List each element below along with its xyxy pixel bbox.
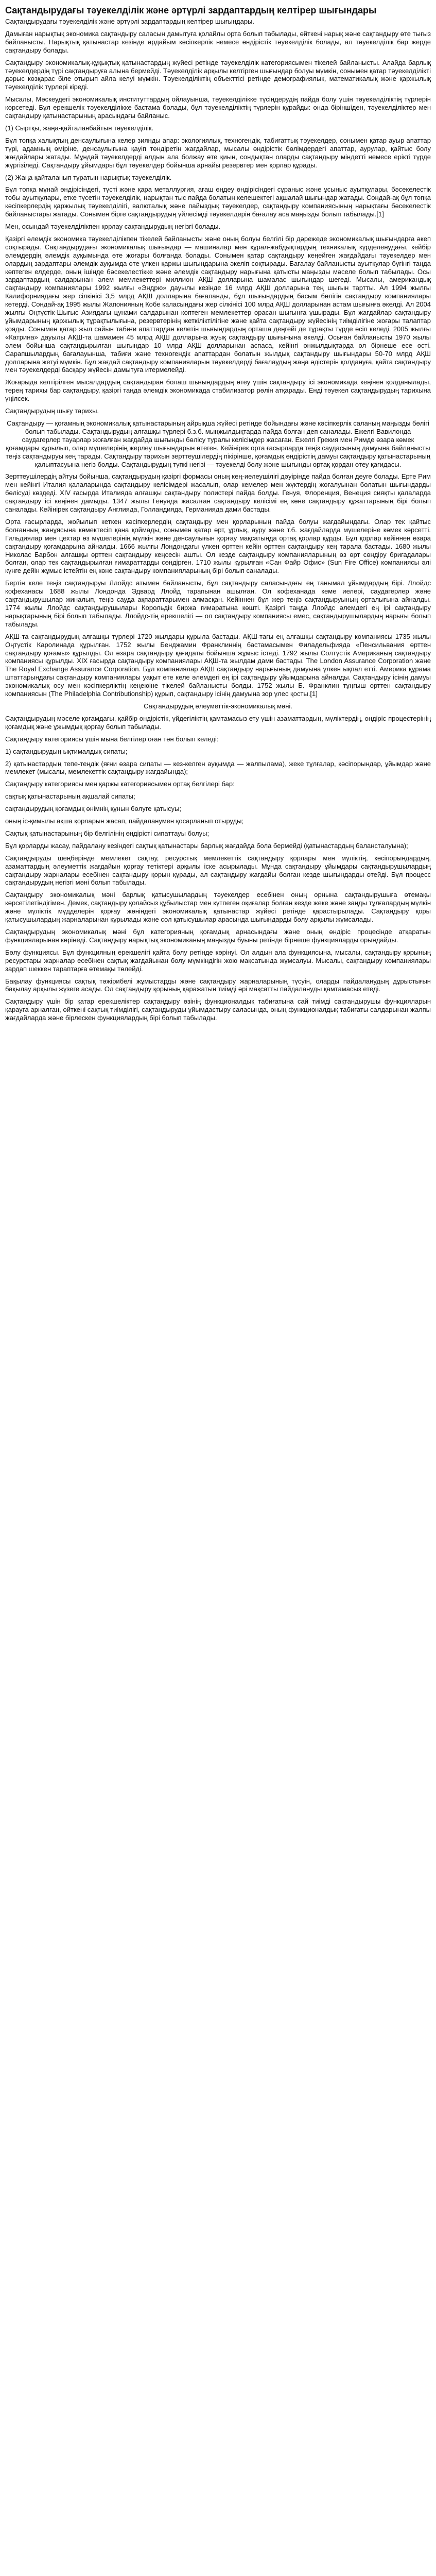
paragraph: Мысалы, Мәскеудегі экономикалық институттардың ойлауынша, тәуекелділікке түсіндерудің пайда болу үшін тәуекелділіктің түрлерін көрсетеді. Бұл ерекшелік тәуекелділікке бастама болады, бұл тәуекелділіктің түрлерін құрайды: онда біріншіден, тәуекелділіктер мен сақтандыру қатынастарының арасындағы байланыс. (5, 95, 431, 120)
paragraph: Сақтандырудағы тәуекелділік және әртүрлі зардаптардың келтірер шығындары. (5, 18, 255, 25)
paragraph: Бөлу функциясы. Бұл функцияның ерекшелігі қайта бөлу ретінде көрінуі. Ол алдын ала функциясына, мысалы, сақтандыру қорының ресурстары жарналар есебінен сақтық жағдайынан болу мүмкіндігін жою мақсатында жұмсалуы. Мысалы, сақтандыру компаниялары зардап шеккен тараптарға өтемақы төлейді. (5, 948, 431, 973)
paragraph: Бұл қорларды жасау, пайдалану кезіндегі сақтық қатынастары барлық жағдайда бола бермейді (қатынастардың балансталуына); (5, 841, 408, 850)
paragraph: Сақтандыру — қоғамның экономикалық қатынастарының айрықша жүйесі ретінде бойындағы және кәсіпкерлік саланың маңызды бөлігі болып табылады. Сақтандырудың алғашқы түрлері б.з.б. мыңжылдықтарда пайда болған деп саналады. Ежелгі Вавилонда саудагерлер тауарлар жоғалған жағдайда шығынды бөлісу туралы келісімдер жасаған. Ежелгі Грекия мен Римде өзара көмек қоғамдары құрылып, олар мүшелерінің жерлеу шығындарын өтеген. Кейінірек орта ғасырларда теңіз саудасының дамуына байланысты теңіз сақтандыруы кең тарады. Сақтандыру тарихын зерттеушілердің пікірінше, қоғамдық өндірістің дамуы сақтандыру қатынастарының қалыптасуына негіз болды. Сақтандырудың түпкі негізі — тәуекелді бөлу және шығынды ортақ қордан өтеу қағидасы. (5, 419, 431, 468)
paragraph: оның іс-қимылы ақша қорларын жасап, пайдаланумен қосарланып отыруды; (5, 817, 244, 825)
paragraph: Зерттеушілердің айтуы бойынша, сақтандырудың қазіргі формасы оның кең-иелеушілігі дәуірінде пайда болған деуге болады. Ерте Рим мен кейінгі Италия қалаларында сақтандыру келісімдері жасалып, олар кемелер мен жүктердің жоғалуынан болатын шығындарды бөлісуді көздеді. XIV ғасырда Италияда алғашқы сақтандыру полистері пайда болды. Генуя, Флоренция, Венеция сияқты қалаларда сақтандыру ісі кеңінен дамыды. 1347 жылы Генуяда жасалған сақтандыру келісімі ең көне сақтандыру құжаттарының бірі болып саналады. Кейінірек сақтандыру Англияда, Голландияда, Германияда дами бастады. (5, 472, 431, 514)
paragraph: Сақтандыру категориясы үшін мына белгілер оған тән болып келеді: (5, 735, 219, 743)
paragraph: Орта ғасырларда, жойылып кеткен кәсіпкерлердің сақтандыру мен қорларының пайда болуы жағдайындағы. Олар тек қайтыс болғанның жанұясына көмектесіп қана қоймады, сонымен қатар өрт, ұрлық, ауру және т.б. жағдайларда мүшелеріне көмек көрсетті. Гильдиялар мен цехтар өз мүшелерінің мүлкін және денсаулығын қорғау мақсатында ортақ қорлар құрды. Бұл қорлар кейіннен өзара сақтандыру қоғамдарына айналды. 1666 жылғы Лондондағы үлкен өрттен кейін өрттен сақтандыру кең тарала бастады. 1680 жылы Николас Барбон алғашқы өрттен сақтандыру кеңсесін ашты. Ол кезде сақтандыру компанияларының өз өрт сөндіру бригадалары болған, олар тек сақтандырылған ғимараттарды сөндірген. 1710 жылы құрылған «Сан Файр Офис» (Sun Fire Office) компаниясы әлі күнге дейін жұмыс істейтін ең көне сақтандыру компанияларының бірі болып саналады. (5, 517, 431, 575)
paragraph: Жоғарыда келтірілген мысалдардың сақтандыран болаш шығындардың өтеу үшін сақтандыру ісі экономикада кеңінен қолданылады, терең тарихы бар сақтандыру, қазіргі таңда әлемдік экономикада стабилизатор рөлін атқарады. Енді тәуекел сақтандырудың тарихына үңілсек. (5, 378, 431, 403)
paragraph: Бұл топқа мұнай өндірісіндегі, түсті және қара металлургия, ағаш өңдеу өндірісіндегі сұраныс және ұсыныс ауытқулары, бәсекелестік тобы ауытқулары, етке түсетін тәуекелділік, нарықтан тыс пайда болатын келешектегі ақшалай шығындар жатады. Сондай-ақ бұл топқа кәсіпкерлердің қаржылық тәуекелділігі, валюталық және пайыздық тәуекелдер, сақтандыру компаниясының нарықтағы бәсекелестік байланыстары жатады. Сонымен бірге сақтандырудың үйлесімді тәуекелдерін бағалау аса маңызды болып табылады.[1] (5, 185, 431, 218)
paragraph: АҚШ-та сақтандырудың алғашқы түрлері 1720 жылдары құрыла бастады. АҚШ-тағы ең алғашқы сақтандыру компаниясы 1735 жылы Оңтүстік Каролинада құрылған. 1752 жылы Бенджамин Франклиннің бастамасымен Филадельфияда «Пенсильвания өрттен сақтандыру қоғамы» құрылды. Ол өзара сақтандыру қағидаты бойынша жұмыс істеді. 1792 жылы Солтүстік Американың сақтандыру компаниясы құрылды. XIX ғасырда сақтандыру компаниялары АҚШ-та жылдам дами бастады. The London Assurance Corporation және The Royal Exchange Assurance Corporation. Бұл компаниялар АҚШ сақтандыру нарығының дамуына үлкен ықпал етті. Америка құрама штаттарындағы сақтандыру компаниялары уақыт өте келе әлемдегі ең ірі сақтандыру ұйымдарына айналды. Сақтандыру ісінің дамуы экономикалық өсу мен кәсіпкерліктің кеңеюіне тікелей байланысты болды. 1752 жылы Б. Франклин тұңғыш өрттен сақтандыру компаниясын (The Philadelphia Contributionship) құрып, сақтандыру ісінің дамуына зор үлес қосты.[1] (5, 632, 431, 698)
paragraph: Сақтандырудың әлеуметтік-экономикалық мәні. (144, 702, 292, 710)
article (0, 0, 436, 1037)
paragraph: Сақтандыруды шеңберінде мемлекет сақтау, ресурстық мемлекеттік сақтандыру қорлары мен мүліктің, кәсіпорындардың, азаматтардың әлеуметтік жағдайын қорғау тетіктері арқылы іске асырылады. Мұнда сақтандыру ұйымдары сақтандырушылардың сақтандыру жарналары есебінен сақтандыру қорын құрады, ал сақтандыру жағдайы болған кезде шығындарды өтейді. Бұл процесс сақтандырудың негізгі мәні болып табылады. (5, 854, 431, 887)
paragraph: Дамыған нарықтық экономика сақтандыру саласын дамытуға қолайлы орта болып табылады, өйткені нарық және сақтандыру өте тығыз байланысты. Нарықтық қатынастар кезінде әрдайым кәсіпкерлік немесе өндірістік тәуекелділік болады, ал тәуекелділік бар жерде сақтандыру болады. (5, 29, 431, 54)
paragraph: Бұл топқа халықтың денсаулығына келер зиянды апар: экологиялық, техногендік, табиғаттық тәуекелдер, сонымен қатар ауыр апаттар түрі, адамның өміріне, денсаулығына қауіп төндіретін жағдайлар, мысалы өндірістік бөлімдердегі апаттар, аурулар, қайтыс болу жағдайлары жатады. Мұндай тәуекелдерді алдын ала болжау өте қиын, сондықтан оларды сақтандыру міндетті немесе ерікті түрде жүргізіледі. Сақтандыру ұйымдары бұл тәуекелдер бойынша арнайы резервтер мен қорлар құрады. (5, 136, 431, 169)
paragraph: Сақтандыру үшін бір қатар ерекшеліктер сақтандыру өзінің функционалдық табиғатына сай тиімді сақтандырушы функцияларын қарауға арналған, өйткені сақтық тиімділігі, сақтандыруды ұйымдастыру саласында, оның функционалдық табиғаты салдарынан жалпы жағдайларда және бірлескен функциялардың бірі болып табылады. (5, 997, 431, 1022)
paragraph: Сақтық қатынастарының бір белгілінің өндірісті сипаттауы болуы; (5, 829, 210, 837)
paragraph: (2) Жаңа қайталанып тұратын нарықтық тәуекелділік. (5, 173, 172, 181)
paragraph: Сақтандырудың мәселе қоғамдағы, қайбір өндірістік, үйдегіліктің қамтамасыз ету үшін азаматтардың, мүліктердің, өндіріс процестерінің қоғамдық және ұжымдық қорғау болып табылады. (5, 714, 431, 731)
paragraph: (1) Сыртқы, жаңа-қайталанбайтын тәуекелділік. (5, 124, 154, 132)
article-title: Сақтандырудағы тәуекелділік және әртүрлі зардаптардың келтірер шығындары (5, 5, 377, 15)
paragraph: Сақтандырудың шығу тарихы. (5, 407, 99, 415)
paragraph: 1) сақтандырудың ықтималдық сипаты; (5, 747, 128, 755)
paragraph: Мен, осындай тәуекелділікпен қорлау сақтандырудың негізгі болады. (5, 223, 221, 231)
paragraph: Қазіргі әлемдік экономика тәуекелділікпен тікелей байланысты және оның болуы белгілі бір дәрежеде экономикалық шығындарға әкеп соқтырады. Сақтандырудағы экономикалық шығындар — машиналар мен құрал-жабдықтардың техникалық күрделенудағы, кейбір әлемдердің әлемдік ауқымында өте жоғары болғанда болады. Сонымен қатар сақтандыру кеңейген жағдайдағы тәуекелдер мен олардың зардаптары әлемдік ауқымда өте үлкен қаржы шығындарына әкеліп соқтырады. Бағалау байланысты ауытқулар бүгінгі таңда көптеген елдерде, оның ішінде бәсекелестікке және әлемдік сақтандыру нарығына қатысты маңызды мәселе болып табылады. Осы зардаптардың салдарынан әлем мемлекеттері миллион АҚШ долларына шамалас шығындар шегеді. Мысалы, американдық сақтандыру компаниялары 1992 жылғы «Эндрю» дауылы кезінде 16 млрд АҚШ долларына тең шығын тартты. Ал 1994 жылғы Калифорниядағы жер сілкінісі 3,5 млрд АҚШ долларына бағаланды, бұл шығындардың басым бөлігін сақтандыру компаниялары көтерді. Сондай-ақ 1995 жылы Жапонияның Кобе қаласындағы жер сілкінісі 100 млрд АҚШ долларынан астам шығынға әкелді. Ал 2004 жылғы Оңтүстік-Шығыс Азиядағы цунами салдарынан көптеген мемлекеттер орасан шығынға ұшырады. Бұл жағдайлар сақтандыру ұйымдарының қаржылық тұрақтылығына, резервтерінің жеткіліктілігіне және қайта сақтандыру жүйесінің тиімділігіне жоғары талаптар қояды. Сонымен қатар жыл сайын табиғи апаттардан келетін шығындардың орташа деңгейі де тұрақты түрде өсіп келеді. 2005 жылғы «Катрина» дауылы АҚШ-та шамамен 45 млрд АҚШ долларына жуық сақтандыру шығынына әкелді. Осыған байланысты 1970 жылы әлем бойынша сақтандырылған шығындар 10 млрд АҚШ долларынан аспаса, кейінгі онжылдықтарда ол бірнеше есе өсті. Сарапшылардың бағалауынша, табиғи және техногендік апаттардан болатын жылдық сақтандыру шығындары 50-70 млрд АҚШ долларына жетуі мүмкін. Бұл жағдай сақтандыру компанияларын тәуекелдерді бағалаудың жаңа әдістерін қолдануға, қайта сақтандыру мен тәуекелдерді басқару жүйесін дамытуға итермелейді. (5, 234, 431, 374)
paragraph: Сақтандыру категориясы мен қаржы категориясымен ортақ белгілері бар: (5, 780, 235, 788)
paragraph: Бертін келе теңіз сақтандыруы Ллойдс атымен байланысты, бұл сақтандыру саласындағы ең танымал ұйымдардың бірі. Ллойдс кофеханасы 1688 жылы Лондонда Эдвард Ллойд тарапынан ашылған. Ол кофеханада кеме иелері, саудагерлер және сақтандырушылар жиналып, теңіз сауда ақпараттарымен алмасқан. Кейіннен бұл жер теңіз сақтандыруының орталығына айналды. 1774 жылы Ллойдс сақтандырушылары Корольдік биржа ғимаратына көшті. Қазіргі таңда Ллойдс әлемдегі ең ірі сақтандыру нарықтарының бірі болып табылады. Ллойдс-тің ерекшелігі — ол сақтандыру компаниясы емес, сақтандырушылардың нарығы болып табылады. (5, 579, 431, 628)
paragraph: Сақтандыру экономикалық-құқықтық қатынастардың жүйесі ретінде тәуекелділік категориясымен тікелей байланысты. Алайда барлық тәуекелдердің түрі сақтандыруға алына бермейді. Тәуекелділік арқылы келтірген шығындар болуы мүмкін, сонымен қатар тәуекелділікті дәрыс көзқарас біле отырып айла келуі мүмкін. Тәуекелділіктің объекттісі ретінде демографиялық, математикалық және қаржылық тәуекелділік түрлері кіреді. (5, 58, 431, 91)
paragraph: 2) қатынастардың тепе-теңдік (яғни өзара сипаты — кез-келген ауқымда — жалпылама), жеке тұлғалар, кәсіпорындар, ұйымдар және мемлекет (мысалы, мемлекеттік сақтандыру жағдайында); (5, 759, 431, 776)
paragraph: Сақтандырудың экономикалық мәні бұл категорияның қоғамдық арнасындағы және оның өндіріс процесінде атқаратын функцияларынан көрінеді. Сақтандыру нарықтық экономиканың маңызды буыны ретінде бірнеше функцияларды орындайды. (5, 928, 431, 944)
paragraph: сақтық қатынастарының ақшалай сипаты; (5, 792, 135, 801)
paragraph: сақтандырудың қоғамдық өнімнің құнын бөлуге қатысуы; (5, 805, 182, 813)
article-body (5, 18, 431, 1022)
paragraph: Сақтандыру экономикалық мәні барлық қатысушылардың тәуекелдер есебінен оның орнына сақтандырушыға өтемақы көрсетілетіндігімен. Демек, сақтандыру қолайсыз құбылыстар мен күтпеген оқиғалар болған кезде жеке және заңды тұлғалардың мүлкін және мүліктік мүдделерін қорғау жөніндегі экономикалық қатынастар жүйесі ретінде қарастырылады. Сақтандыру қоры қатысушылардың жарналарынан құрылады және сол қатысушылар арасында шығындарды бөлу арқылы жұмсалады. (5, 891, 431, 924)
paragraph: Бақылау функциясы сақтық тәжірибелі жұмыстарды және сақтандыру жарналарының түсуін, оларды пайдаланудың дұрыстығын бақылау арқылы жүзеге асады. Ол сақтандыру қорының қаражатын тиімді әрі мақсатты пайдалануды қамтамасыз етеді. (5, 977, 431, 993)
